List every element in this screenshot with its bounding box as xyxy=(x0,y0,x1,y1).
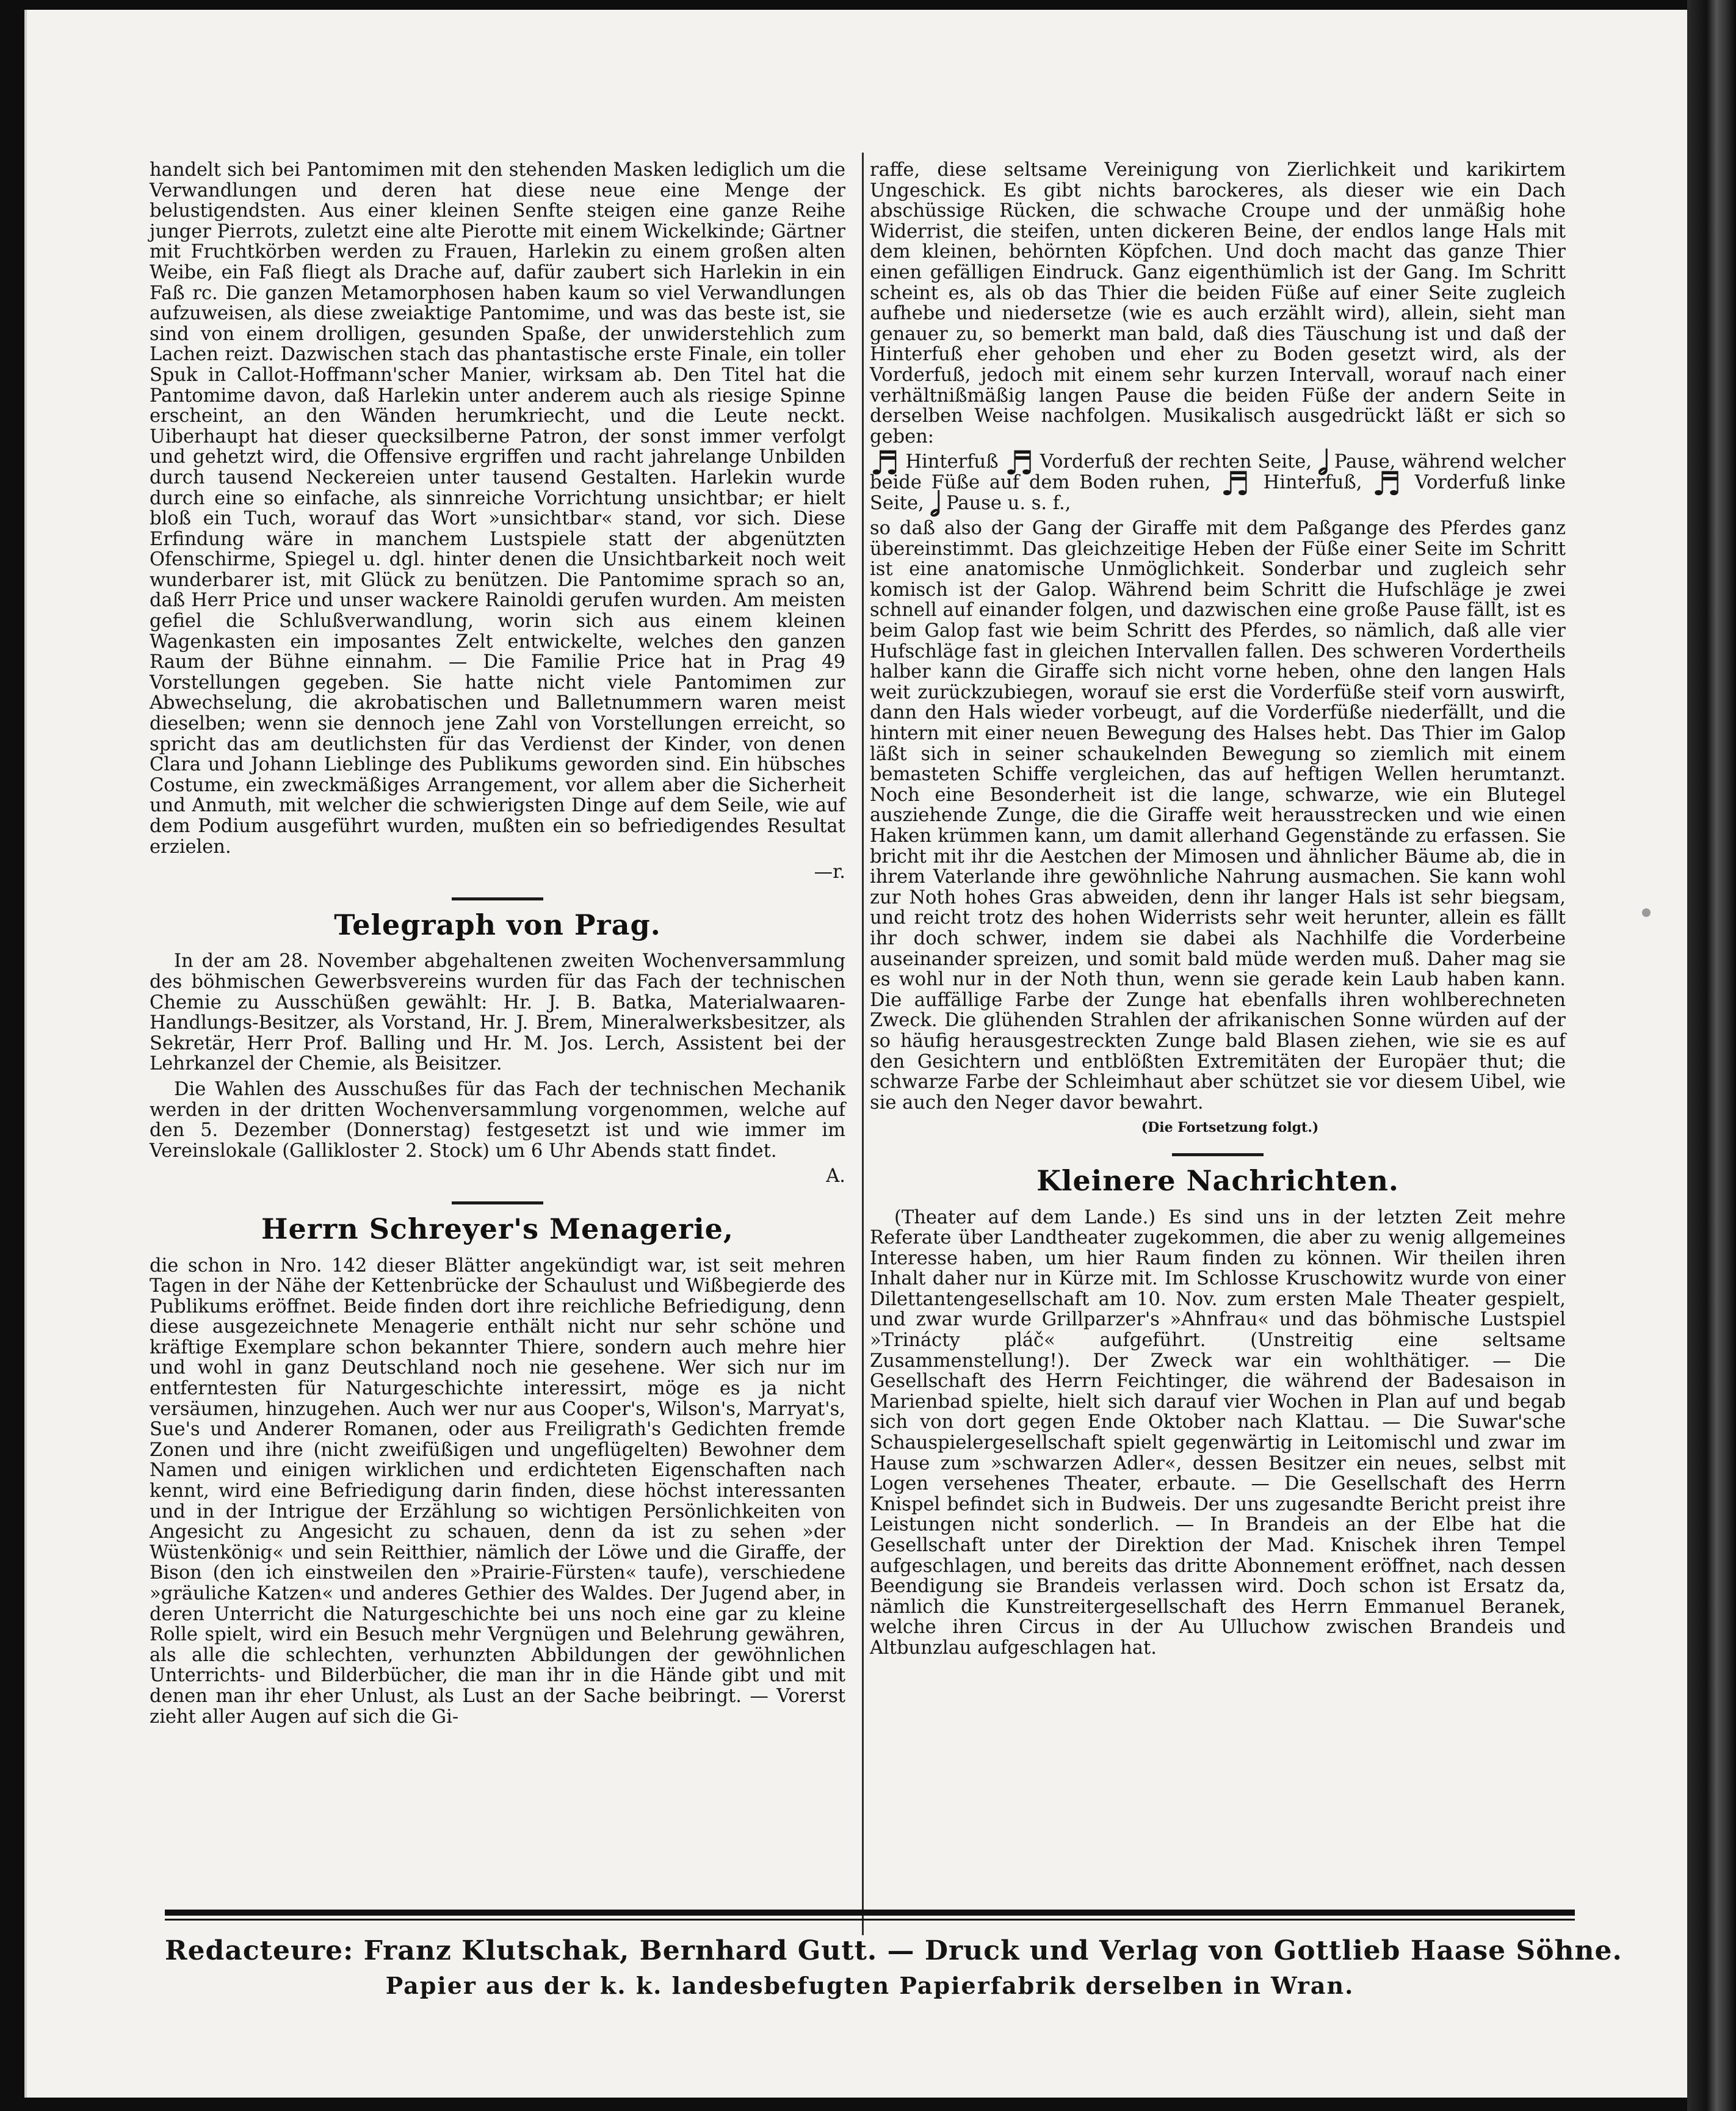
half-note-icon: 𝅗𝅥 xyxy=(1317,443,1329,483)
notation-label: Hinterfuß xyxy=(905,451,999,473)
half-note-icon: 𝅗𝅥 xyxy=(930,484,941,524)
notation-label: Vorderfuß xyxy=(1040,451,1135,473)
left-column xyxy=(150,160,845,1732)
notation-label: Hinterfuß, xyxy=(1263,471,1362,493)
music-notation-line xyxy=(870,443,1566,524)
giraffe-paragraph: raffe, diese seltsame Vereinigung von Zierlichkeit und karikirtem Ungeschick. Es gibt nichts barockeres, als dieser wie ein Dach abschüssige Rücken, die schwache Croupe und der unmäßig hohe Widerrist, die steifen, unten dickeren Beine, der endlos lange Hals mit dem kleinen, behörnten Köpfchen. Und doch macht das ganze Thier einen gefälligen Eindruck. Ganz eigenthümlich ist der Gang. Im Schritt scheint es, als ob das Thier die beiden Füße auf einer Seite zugleich aufhebe und niedersetze (wie es auch erzählt wird), allein, sieht man genauer zu, so bemerkt man bald, daß dies Täuschung ist und daß der Hinterfuß eher gehoben und eher zu Boden gesetzt wird, als der Vorderfuß, jedoch mit einem sehr kurzen Intervall, worauf nach einer verhältnißmäßig langen Pause die beiden Füße der andern Seite in derselben Weise nachfolgen. Musikalisch ausgedrückt läßt er sich so geben: xyxy=(870,159,1566,447)
notation-label: Pause, während welcher beide Füße auf dem xyxy=(870,451,1566,493)
footer-rule xyxy=(165,1910,1575,1916)
notation-label: Pause u. s. f., xyxy=(946,492,1071,514)
book-spine xyxy=(1687,0,1736,2111)
news-paragraph: (Theater auf dem Lande.) Es sind uns in der letzten Zeit mehre Referate über Landtheater zugekommen, die aber zu wenig allgemeines Interesse haben, um hier Raum finden zu können. Wir theilen ihren Inhalt daher nur in Kürze mit. Im Schlosse Kruschowitz wurde von einer Dilettantengesellschaft am 10. Nov. zum ersten Male Theater gespielt, und zwar wurde Grillparzer's »Ahnfrau« und das böhmische Lustspiel »Trinácty pláč« aufgeführt. (Unstreitig eine seltsame Zusammenstellung!). Der Zweck war ein wohlthätiger. — Die Gesellschaft des Herrn Feichtinger, die während der Badesaison in Marienbad spielte, hielt sich darauf vier Wochen in Plan auf und begab sich von dort gegen Ende Oktober nach Klattau. — Die Suwar'sche Schauspielergesellschaft spielt gegenwärtig in Leitomischl und zwar im Hause zum »schwarzen Adler«, dessen Besitzer ein neues, selbst mit Logen versehenes Theater, erbaute. — Die Gesellschaft des Herrn Knispel befindet sich in Budweis. Der uns zugesandte Bericht preist ihre Leistungen nicht sonderlich. — In Brandeis an der Elbe hat die Gesellschaft unter der Direktion der Mad. Knischek ihren Tempel aufgeschlagen, und bereits das dritte Abonnement eröffnet, nach dessen Beendigung sie Brandeis verlassen wird. Doch schon ist Ersatz da, nämlich die Kunstreitergesellschaft des Herrn Emmanuel Beranek, welche ihren Circus in der Au Ulluchow zwischen Brandeis und Altbunzlau aufgeschlagen hat. xyxy=(870,1206,1566,1659)
column-divider xyxy=(862,153,864,1935)
section-divider xyxy=(1172,1153,1264,1156)
news-heading: Kleinere Nachrichten. xyxy=(1036,1164,1399,1197)
notation-label: der rechten Seite, xyxy=(1141,451,1312,473)
footer-imprint: Redacteure: Franz Klutschak, Bernhard Gutt. — Druck und Verlag von Gottlieb Haase Söhne. xyxy=(165,1935,1622,1966)
menagerie-heading: Herrn Schreyer's Menagerie, xyxy=(261,1212,734,1245)
section-divider xyxy=(452,1201,543,1204)
sixteenth-note-icon: ♬ xyxy=(1004,443,1034,483)
continuation-note: (Die Fortsetzung folgt.) xyxy=(1141,1120,1319,1136)
right-column xyxy=(870,160,1566,1664)
telegraph-paragraph: Die Wahlen des Ausschußes für das Fach der technischen Mechanik werden in der dritten Wochenversammlung vorgenommen, welche auf den 5. Dezember (Donnerstag) festgesetzt ist und wie immer im Vereinslokale (Galliklostег 2. Stock) um 6 Uhr Abends statt findet. xyxy=(150,1078,845,1162)
sixteenth-note-icon: ♬ xyxy=(1220,463,1254,503)
notation-label: Boden ruhen, xyxy=(1079,471,1211,493)
footer-paper-note: Papier aus der k. k. landesbefugten Papierfabrik derselben in Wran. xyxy=(385,1972,1354,1999)
notation-label: Vorderfuß linke Seite, xyxy=(870,471,1566,514)
sixteenth-note-icon: ♬ xyxy=(870,443,900,483)
pantomime-article-paragraph: handelt sich bei Pantomimen mit den stehenden Masken lediglich um die Verwandlungen und deren hat diese neue eine Menge der belustigendsten. Aus einer kleinen Senfte steigen eine ganze Reihe junger Pierrots, zuletzt eine alte Pierotte mit einem Wickelkinde; Gärtner mit Fruchtkörben werden zu Frauen, Harlekin zu einem großen alten Weibe, ein Faß fliegt als Drache auf, dafür zaubert sich Harlekin in ein Faß rc. Die ganzen Metamorphosen haben kaum so viel Verwandlungen aufzuweisen, als diese zweiaktige Pantomime, und was das beste ist, sie sind von einem drolligen, gesunden Spaße, der unwiderstehlich zum Lachen reizt. Dazwischen stach das phantastische erste Finale, ein toller Spuk in Callot-Hoffmann'scher Manier, wirksam ab. Den Titel hat die Pantomime davon, daß Harlekin unter anderem auch als riesige Spinne erscheint, an den Wänden herumkriecht, und die Leute neckt. Uiberhaupt hat dieser quecksilberne Patron, der sonst immer verfolgt und gehetzt wird, die Offensive ergriffen und racht jahrelange Unbilden durch tausend Neckereien unter tausend Gestalten. Harlekin wurde durch eine so einfache, als sinnreiche Vorrichtung unsichtbar; er hielt bloß ein Tuch, worauf das Wort »unsichtbar« stand, vor sich. Diese Erfindung wäre in manchem Lustspiele statt der abgenützten Ofenschirme, Spiegel u. dgl. hinter denen die Unsichtbarkeit noch weit wunderbarer ist, mit Glück zu benützen. Die Pantomime sprach so an, daß Herr Price und unser wackere Rainoldi gerufen wurden. Am meisten gefiel die Schlußverwandlung, worin sich aus einem kleinen Wagenkasten ein imposantes Zelt entwickelte, welches den ganzen Raum der Bühne einnahm. — Die Familie Price hat in Prag 49 Vorstellungen gegeben. Sie hatte nicht viele Pantomimen zur Abwechselung, die akrobatischen und Balletnummern waren meist dieselben; wenn sie dennoch jene Zahl von Vorstellungen erreicht, so spricht das am deutlichsten für das Verdienst der Kinder, von denen Clara und Johann Lieblinge des Publikums geworden sind. Ein hübsches Costume, ein zweckmäßiges Arrangement, vor allem aber die Sicherheit und Anmuth, mit welcher die schwierigsten Dinge auf dem Seile, wie auf dem Podium ausgeführt wurden, mußten ein so befriedigendes Resultat erzielen. xyxy=(150,159,845,858)
paper-spot xyxy=(1642,908,1651,917)
section-divider xyxy=(452,897,543,900)
telegraph-paragraph: In der am 28. November abgehaltenen zweiten Wochenversammlung des böhmischen Gewerbsvereins wurden für das Fach der technischen Chemie zu Ausschüßen gewählt: Hr. J. B. Batka, Materialwaaren-Handlungs-Besitzer, als Vorstand, Hr. J. Brem, Mineralwerksbesitzer, als Sekretär, Herr Prof. Balling und Hr. M. Jos. Lerch, Assistent bei der Lehrkanzel der Chemie, als Beisitzer. xyxy=(150,950,845,1075)
footer-rule-thin xyxy=(165,1919,1575,1921)
menagerie-paragraph: die schon in Nro. 142 dieser Blätter angekündigt war, ist seit mehren Tagen in der Nähe der Kettenbrücke der Schaulust und Wißbegierde des Publikums eröffnet. Beide finden dort ihre reichliche Befriedigung, denn diese ausgezeichnete Menagerie enthält nicht nur sehr schöne und kräftige Exemplare schon bekannter Thiere, sondern auch mehre hier und wohl in ganz Deutschland noch nie gesehene. Wer sich nur im entferntesten für Naturgeschichte interessirt, möge es ja nicht versäumen, hinzugehen. Auch wer nur aus Cooper's, Wilson's, Marryat's, Sue's und Anderer Romanen, oder aus Freiligrath's Gedichten fremde Zonen und ihre (nicht zweifüßigen und ungeflügelten) Bewohner dem Namen und einigen wirklichen und erdichteten Eigenschaften nach kennt, wird eine Befriedigung darin finden, diese höchst interessanten und in der Intrigue der Erzählung so wichtigen Persönlichkeiten von Angesicht zu Angesicht zu schauen, denn da ist zu sehen »der Wüstenkönig« und sein Reitthier, nämlich der Löwe und die Giraffe, der Bison (den ich einstweilen den »Prairie-Fürsten« taufe), verschiedene »gräuliche Katzen« und anderes Gethier des Waldes. Der Jugend aber, in deren Unterricht die Naturgeschichte bei uns noch eine gar zu kleine Rolle spielt, wird ein Besuch mehr Vergnügen und Belehrung gewähren, als alle die schlechten, verhunzten Abbildungen der gewöhnlichen Unterrichts- und Bilderbücher, die man ihr in die Hände gibt und mit denen man ihr eher Unlust, als Lust an der Sache beibringt. — Vorerst zieht aller Augen auf sich die Gi- xyxy=(150,1255,845,1728)
author-signature: —r. xyxy=(814,861,845,883)
sixteenth-note-icon: ♬ xyxy=(1372,463,1405,503)
giraffe-paragraph: so daß also der Gang der Giraffe mit dem Paßgange des Pferdes ganz übereinstimmt. Das gleichzeitige Heben der Füße einer Seite im Schritt ist eine anatomische Unmöglichkeit. Sonderbar und zugleich sehr komisch ist der Galop. Während beim Schritt die Hufschläge je zwei schnell auf einander folgen, und dazwischen eine große Pause fällt, ist es beim Galop fast wie beim Schritt des Pferdes, so nämlich, daß alle vier Hufschläge fast in gleichen Intervallen fallen. Des schweren Vordertheils halber kann die Giraffe sich nicht vorne heben, ohne den langen Hals weit zurückzubiegen, worauf sie erst die Vorderfüße steif vorn auswirft, dann den Hals wieder vorbeugt, auf die Vorderfüße niederfällt, und die hintern mit einer neuen Bewegung des Halses hebt. Das Thier im Galop läßt sich in seiner schaukelnden Bewegung so ziemlich mit einem bemasteten Schiffe vergleichen, das auf heftigen Wellen herumtanzt. Noch eine Besonderheit ist die lange, schwarze, wie ein Blutegel ausziehende Zunge, die die Giraffe weit herausstrecken und wie einen Haken krümmen kann, um damit allerhand Gegenstände zu erfassen. Sie bricht mit ihr die Aestchen der Mimosen und ähnlicher Bäume ab, die in ihrem Vaterlande ihre gewöhnliche Nahrung ausmachen. Sie kann wohl zur Noth hohes Gras abweiden, denn ihr langer Hals ist sehr biegsam, und reicht trotz des hohen Widerrists sehr weit herunter, allein es fällt ihr doch schwer, indem sie dabei als Nachhilfe die Vorderbeine auseinander spreizen, und somit bald müde werden muß. Daher mag sie es wohl nur in der Noth thun, wenn sie gerade kein Laub haben kann. Die auffällige Farbe der Zunge hat ebenfalls ihren wohlberechneten Zweck. Die glühenden Strahlen der afrikanischen Sonne würden auf der so häufig herausgestreckten Zunge bald Blasen ziehen, wie sie es auf den Gesichtern und entblößten Extremitäten der Europäer thut; die schwarze Farbe der Schleimhaut aber schützet sie vor diesem Uibel, wie sie auch den Neger davor bewahrt. xyxy=(870,518,1566,1113)
telegraph-signature: A. xyxy=(826,1165,845,1187)
telegraph-heading: Telegraph von Prag. xyxy=(334,908,661,941)
